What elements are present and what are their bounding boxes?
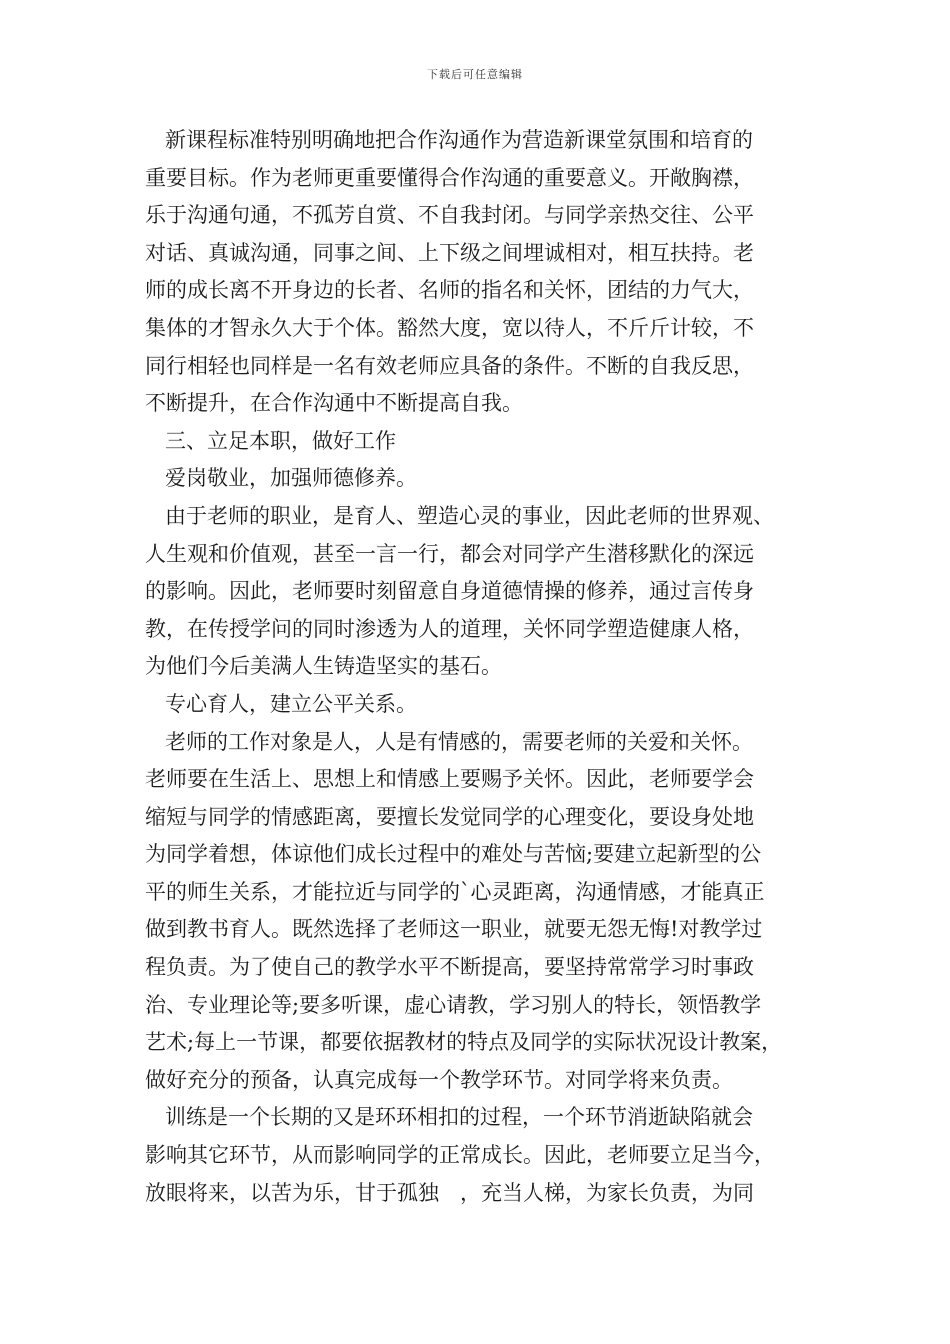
paragraph-line: 同行相轻也同样是一名有效老师应具备的条件。不断的自我反思， (145, 353, 754, 378)
paragraph-line: 治、专业理论等;要多听课，虚心请教，学习别人的特长，领悟教学 (145, 992, 762, 1017)
paragraph-line: 乐于沟通句通，不孤芳自赏、不自我封闭。与同学亲热交往、公平 (145, 203, 754, 228)
paragraph-line: 重要目标。作为老师更重要懂得合作沟通的重要意义。开敞胸襟， (145, 165, 754, 190)
paragraph-line: 不断提升，在合作沟通中不断提高自我。 (145, 391, 523, 416)
paragraph-line: 老师要在生活上、思想上和情感上要赐予关怀。因此，老师要学会 (145, 767, 754, 792)
paragraph-line: 做到教书育人。既然选择了老师这一职业，就要无怨无悔!对教学过 (145, 917, 763, 942)
document-body (145, 122, 825, 1212)
page-header-note: 下载后可任意编辑 (427, 68, 523, 81)
paragraph-line: 做好充分的预备，认真完成每一个教学环节。对同学将来负责。 (145, 1067, 733, 1092)
paragraph-line: 的影响。因此，老师要时刻留意自身道德情操的修养，通过言传身 (145, 579, 754, 604)
paragraph-line: 老师的工作对象是人，人是有情感的，需要老师的关爱和关怀。 (165, 729, 753, 754)
paragraph-line: 放眼将来，以苦为乐，甘于孤独 ，充当人梯，为家长负责，为同 (145, 1180, 754, 1205)
paragraph-line: 艺术;每上一节课，都要依据教材的特点及同学的实际状况设计教案， (145, 1030, 783, 1055)
paragraph-line: 集体的才智永久大于个体。豁然大度，宽以待人，不斤斤计较，不 (145, 315, 754, 340)
paragraph-line: 教，在传授学问的同时渗透为人的道理，关怀同学塑造健康人格， (145, 616, 754, 641)
paragraph-line: 训练是一个长期的又是环环相扣的过程，一个环节消逝缺陷就会 (165, 1105, 753, 1130)
paragraph-line: 影响其它环节，从而影响同学的正常成长。因此，老师要立足当今， (145, 1143, 775, 1168)
paragraph-line: 师的成长离不开身边的长者、名师的指名和关怀，团结的力气大， (145, 278, 754, 303)
subheading: 爱岗敬业，加强师德修养。 (165, 466, 417, 491)
paragraph-line: 为他们今后美满人生铸造坚实的基石。 (145, 654, 502, 679)
subheading: 专心育人，建立公平关系。 (165, 691, 417, 716)
paragraph-line: 平的师生关系，才能拉近与同学的`心灵距离，沟通情感，才能真正 (145, 879, 765, 904)
paragraph-line: 程负责。为了使自己的教学水平不断提高，要坚持常常学习时事政 (145, 955, 754, 980)
paragraph-line: 对话、真诚沟通，同事之间、上下级之间埋诚相对，相互扶持。老 (145, 240, 754, 265)
paragraph-line: 为同学着想，体谅他们成长过程中的难处与苦恼;要建立起新型的公 (145, 842, 762, 867)
paragraph-line: 新课程标准特别明确地把合作沟通作为营造新课堂氛围和培育的 (165, 128, 753, 152)
paragraph-line: 人生观和价值观，甚至一言一行，都会对同学产生潜移默化的深远 (145, 541, 754, 566)
section-heading: 三、立足本职，做好工作 (165, 428, 396, 453)
paragraph-line: 由于老师的职业，是育人、塑造心灵的事业，因此老师的世界观、 (165, 503, 774, 528)
paragraph-line: 缩短与同学的情感距离，要擅长发觉同学的心理变化，要设身处地 (145, 804, 754, 829)
